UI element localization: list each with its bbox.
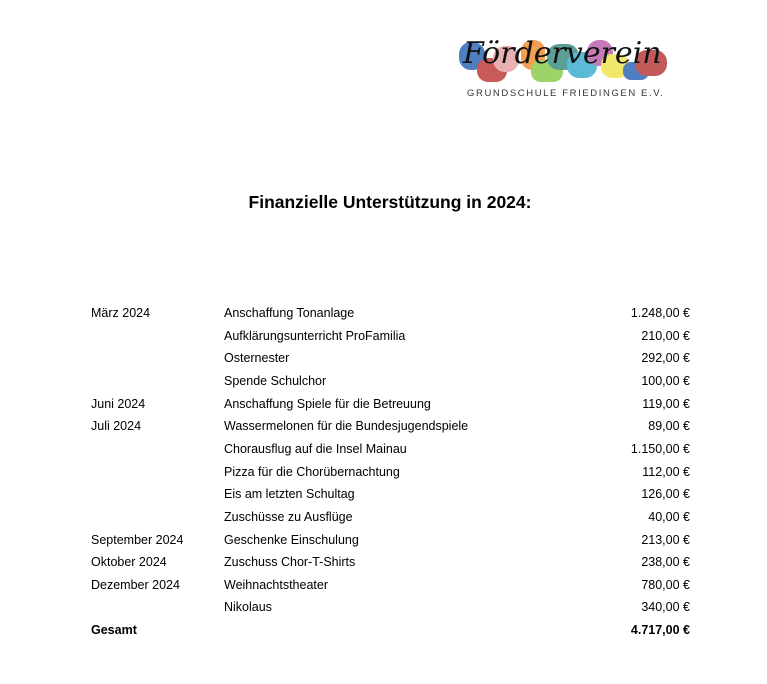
amount-cell: 340,00 € [641,600,690,615]
item-cell: Spende Schulchor [224,373,327,388]
total-label: Gesamt [91,623,137,638]
amount-cell: 238,00 € [641,555,690,570]
item-cell: Osternester [224,351,290,366]
table-row [0,578,767,598]
table-row [0,442,767,462]
table-row [0,329,767,349]
amount-cell: 112,00 € [642,464,690,479]
amount-cell: 210,00 € [641,328,690,343]
item-cell: Chorausflug auf die Insel Mainau [224,441,407,456]
table-row [0,419,767,439]
amount-cell: 1.150,00 € [630,441,690,456]
month-cell: März 2024 [91,306,151,320]
item-cell: Wassermelonen für die Bundesjugendspiele [224,419,469,434]
amount-cell: 119,00 € [642,396,690,411]
amount-cell: 40,00 € [648,509,690,524]
amount-cell: 89,00 € [648,419,690,434]
table-row [0,533,767,553]
table-row [0,397,767,417]
page-title: Finanzielle Unterstützung in 2024: [248,192,532,212]
month-cell: Juli 2024 [91,419,142,434]
item-cell: Zuschuss Chor-T-Shirts [224,555,356,570]
amount-cell: 780,00 € [641,577,690,592]
table-row [0,306,767,326]
month-cell: Oktober 2024 [91,555,167,570]
item-cell: Aufklärungsunterricht ProFamilia [224,328,406,343]
table-row [0,487,767,507]
table-row [0,374,767,394]
month-cell: Dezember 2024 [91,577,180,592]
amount-cell: 1.248,00 € [630,306,690,320]
item-cell: Anschaffung Spiele für die Betreuung [224,396,431,411]
item-cell: Pizza für die Chorübernachtung [224,464,400,479]
logo-subtitle: GRUNDSCHULE FRIEDINGEN E.V. [467,88,665,99]
table-row [0,555,767,575]
amount-cell: 126,00 € [641,487,690,502]
table-row [0,510,767,530]
month-cell: Juni 2024 [91,396,146,411]
item-cell: Weihnachtstheater [224,577,328,592]
amount-cell: 292,00 € [641,351,690,366]
total-row [0,623,767,643]
table-row [0,600,767,620]
total-amount: 4.717,00 € [630,623,690,638]
table-row [0,465,767,485]
item-cell: Anschaffung Tonanlage [224,306,355,320]
item-cell: Geschenke Einschulung [224,532,359,547]
item-cell: Nikolaus [224,600,272,615]
amount-cell: 100,00 € [641,373,690,388]
logo-script-text: Förderverein [463,36,662,71]
month-cell: September 2024 [91,532,184,547]
item-cell: Zuschüsse zu Ausflüge [224,509,353,524]
amount-cell: 213,00 € [641,532,690,547]
table-row [0,351,767,371]
logo [455,36,675,102]
item-cell: Eis am letzten Schultag [224,487,355,502]
